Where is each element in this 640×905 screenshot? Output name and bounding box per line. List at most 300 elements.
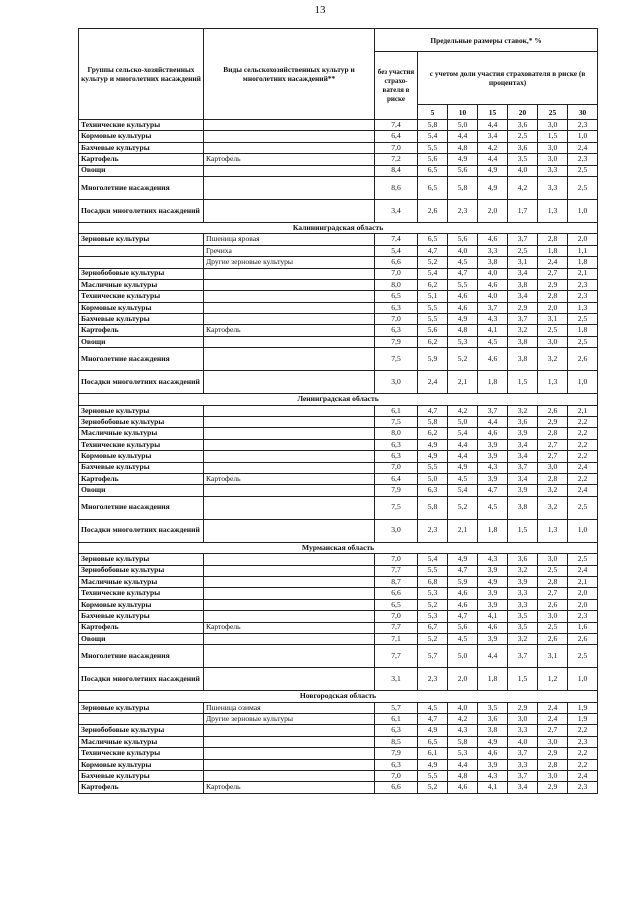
rate-no-participation: 6,5 — [375, 291, 418, 302]
rate-share-5: 4,9 — [418, 759, 448, 770]
crop-kind — [204, 120, 375, 131]
rate-share-10: 2,3 — [448, 199, 478, 222]
rate-share-10: 4,7 — [448, 611, 478, 622]
rate-share-5: 5,1 — [418, 291, 448, 302]
rate-share-20: 1,5 — [508, 371, 538, 394]
crop-group: Зерновые культуры — [79, 405, 204, 416]
rate-share-20: 3,4 — [508, 268, 538, 279]
rate-share-25: 3,0 — [538, 142, 568, 153]
rate-share-25: 2,8 — [538, 576, 568, 587]
rate-share-15: 4,6 — [478, 279, 508, 290]
rate-share-25: 2,7 — [538, 439, 568, 450]
rate-share-10: 5,8 — [448, 736, 478, 747]
table-row — [79, 576, 598, 587]
rate-share-15: 4,5 — [478, 496, 508, 519]
rate-share-30: 2,3 — [568, 736, 598, 747]
crop-group: Бахчевые культуры — [79, 142, 204, 153]
crop-group: Овощи — [79, 165, 204, 176]
rate-share-15: 3,6 — [478, 714, 508, 725]
crop-group: Зернобобовые культуры — [79, 725, 204, 736]
rate-share-20: 3,2 — [508, 633, 538, 644]
table-row — [79, 257, 598, 268]
rate-no-participation: 8,4 — [375, 165, 418, 176]
rate-share-30: 2,3 — [568, 611, 598, 622]
rate-share-15: 4,3 — [478, 554, 508, 565]
rate-share-15: 4,4 — [478, 154, 508, 165]
crop-group: Картофель — [79, 154, 204, 165]
rate-share-5: 6,5 — [418, 736, 448, 747]
rate-no-participation: 6,3 — [375, 451, 418, 462]
crop-kind — [204, 336, 375, 347]
crop-group: Зернобобовые культуры — [79, 268, 204, 279]
rate-share-30: 2,5 — [568, 165, 598, 176]
rate-share-30: 2,6 — [568, 633, 598, 644]
rate-share-5: 4,7 — [418, 714, 448, 725]
rate-share-15: 3,9 — [478, 633, 508, 644]
rate-share-30: 2,2 — [568, 473, 598, 484]
rate-share-30: 1,1 — [568, 245, 598, 256]
rate-share-15: 4,9 — [478, 736, 508, 747]
rate-share-10: 2,1 — [448, 519, 478, 542]
rate-share-15: 4,7 — [478, 485, 508, 496]
crop-kind: Картофель — [204, 782, 375, 793]
rate-share-30: 2,5 — [568, 645, 598, 668]
rate-share-10: 4,6 — [448, 782, 478, 793]
rate-no-participation: 7,0 — [375, 554, 418, 565]
rate-share-30: 2,0 — [568, 588, 598, 599]
rate-share-20: 3,4 — [508, 439, 538, 450]
rate-share-20: 3,8 — [508, 348, 538, 371]
rate-share-30: 2,2 — [568, 725, 598, 736]
rate-share-30: 1,0 — [568, 519, 598, 542]
rate-share-25: 3,0 — [538, 736, 568, 747]
rate-share-15: 3,8 — [478, 725, 508, 736]
rate-share-20: 3,4 — [508, 451, 538, 462]
rate-no-participation: 6,3 — [375, 759, 418, 770]
rate-share-20: 1,7 — [508, 199, 538, 222]
rate-share-20: 3,2 — [508, 565, 538, 576]
crop-group: Посадки многолетних насаждений — [79, 668, 204, 691]
rate-share-5: 4,9 — [418, 725, 448, 736]
rate-share-30: 1,0 — [568, 131, 598, 142]
rate-share-10: 5,3 — [448, 748, 478, 759]
crop-kind — [204, 645, 375, 668]
rate-share-30: 1,9 — [568, 702, 598, 713]
rate-share-30: 2,4 — [568, 462, 598, 473]
table-row — [79, 314, 598, 325]
rate-share-30: 2,4 — [568, 565, 598, 576]
rate-share-30: 2,5 — [568, 176, 598, 199]
rate-share-25: 2,7 — [538, 268, 568, 279]
rate-share-5: 5,2 — [418, 599, 448, 610]
rate-share-5: 5,8 — [418, 417, 448, 428]
rate-share-15: 4,1 — [478, 782, 508, 793]
rate-no-participation: 6,6 — [375, 782, 418, 793]
rate-no-participation: 8,6 — [375, 176, 418, 199]
rate-share-5: 6,5 — [418, 234, 448, 245]
table-row — [79, 736, 598, 747]
rate-share-5: 5,4 — [418, 554, 448, 565]
crop-kind: Картофель — [204, 622, 375, 633]
rate-share-10: 5,0 — [448, 417, 478, 428]
table-row — [79, 554, 598, 565]
rate-share-30: 2,3 — [568, 154, 598, 165]
crop-group: Овощи — [79, 485, 204, 496]
rate-no-participation: 7,9 — [375, 748, 418, 759]
crop-kind — [204, 588, 375, 599]
crop-kind — [204, 736, 375, 747]
table-row — [79, 725, 598, 736]
crop-group: Посадки многолетних насаждений — [79, 371, 204, 394]
rate-share-15: 3,9 — [478, 451, 508, 462]
rate-share-10: 5,4 — [448, 428, 478, 439]
rate-share-10: 4,5 — [448, 473, 478, 484]
rate-share-10: 5,3 — [448, 336, 478, 347]
rate-share-15: 3,7 — [478, 302, 508, 313]
rate-share-30: 1,0 — [568, 371, 598, 394]
rate-share-20: 3,8 — [508, 279, 538, 290]
rate-share-20: 1,5 — [508, 668, 538, 691]
rate-no-participation: 7,0 — [375, 314, 418, 325]
rate-share-10: 4,9 — [448, 554, 478, 565]
rate-share-15: 4,4 — [478, 645, 508, 668]
rate-no-participation: 6,3 — [375, 325, 418, 336]
region-title: Новгородская область — [79, 691, 598, 702]
rate-share-15: 4,6 — [478, 622, 508, 633]
rate-share-10: 4,3 — [448, 725, 478, 736]
table-row — [79, 645, 598, 668]
rate-share-15: 1,8 — [478, 519, 508, 542]
rate-share-5: 4,7 — [418, 405, 448, 416]
rate-share-20: 3,6 — [508, 554, 538, 565]
rate-share-5: 4,9 — [418, 451, 448, 462]
table-row — [79, 588, 598, 599]
rate-share-25: 3,0 — [538, 336, 568, 347]
crop-kind — [204, 462, 375, 473]
crop-kind: Гречиха — [204, 245, 375, 256]
header-groups: Группы сельско-хозяйственных культур и многолетних насаждений — [79, 29, 204, 120]
rate-share-10: 4,7 — [448, 268, 478, 279]
crop-group: Бахчевые культуры — [79, 611, 204, 622]
rate-share-30: 2,3 — [568, 782, 598, 793]
rate-share-30: 2,2 — [568, 417, 598, 428]
rate-share-15: 4,0 — [478, 268, 508, 279]
crop-kind — [204, 417, 375, 428]
rate-share-25: 1,3 — [538, 519, 568, 542]
rate-no-participation: 7,0 — [375, 142, 418, 153]
crop-kind — [204, 771, 375, 782]
rate-share-25: 3,3 — [538, 165, 568, 176]
rate-share-30: 2,1 — [568, 268, 598, 279]
rate-share-5: 5,2 — [418, 257, 448, 268]
rate-share-10: 5,5 — [448, 279, 478, 290]
crop-group: Зернобобовые культуры — [79, 565, 204, 576]
rate-share-5: 5,0 — [418, 473, 448, 484]
rate-share-10: 4,8 — [448, 142, 478, 153]
rate-share-15: 4,3 — [478, 771, 508, 782]
rate-share-30: 1,8 — [568, 325, 598, 336]
rate-no-participation: 6,3 — [375, 302, 418, 313]
rate-share-15: 4,2 — [478, 142, 508, 153]
rate-share-20: 3,4 — [508, 782, 538, 793]
rate-share-5: 5,5 — [418, 142, 448, 153]
rate-share-10: 5,2 — [448, 348, 478, 371]
rate-share-10: 4,4 — [448, 759, 478, 770]
crop-group: Посадки многолетних насаждений — [79, 199, 204, 222]
table-row — [79, 462, 598, 473]
crop-kind — [204, 451, 375, 462]
rate-no-participation: 8,0 — [375, 428, 418, 439]
rate-share-25: 2,8 — [538, 428, 568, 439]
rate-share-30: 2,2 — [568, 451, 598, 462]
table-row — [79, 485, 598, 496]
rate-share-20: 3,6 — [508, 120, 538, 131]
table-row — [79, 348, 598, 371]
rate-share-15: 4,6 — [478, 748, 508, 759]
rate-no-participation: 3,1 — [375, 668, 418, 691]
rate-share-20: 3,9 — [508, 576, 538, 587]
table-row — [79, 439, 598, 450]
table-row — [79, 154, 598, 165]
rate-share-25: 3,0 — [538, 611, 568, 622]
rate-share-15: 4,5 — [478, 336, 508, 347]
table-row — [79, 519, 598, 542]
rate-share-5: 5,5 — [418, 462, 448, 473]
rate-share-30: 1,0 — [568, 199, 598, 222]
rate-no-participation: 6,5 — [375, 599, 418, 610]
rate-share-10: 4,2 — [448, 405, 478, 416]
table-row — [79, 176, 598, 199]
rate-no-participation: 8,5 — [375, 736, 418, 747]
crop-group: Зернобобовые культуры — [79, 417, 204, 428]
crop-group: Бахчевые культуры — [79, 771, 204, 782]
crop-group: Картофель — [79, 622, 204, 633]
rate-share-5: 6,2 — [418, 279, 448, 290]
table-row — [79, 633, 598, 644]
rate-share-30: 2,5 — [568, 496, 598, 519]
rate-share-20: 2,9 — [508, 302, 538, 313]
crop-kind — [204, 268, 375, 279]
rate-share-10: 4,0 — [448, 702, 478, 713]
rate-share-25: 2,8 — [538, 473, 568, 484]
table-row — [79, 611, 598, 622]
rate-share-10: 4,4 — [448, 439, 478, 450]
table-row — [79, 405, 598, 416]
rate-share-5: 6,3 — [418, 485, 448, 496]
table-row — [79, 771, 598, 782]
rate-share-5: 2,4 — [418, 371, 448, 394]
rate-share-30: 1,3 — [568, 302, 598, 313]
rate-share-25: 3,2 — [538, 496, 568, 519]
rate-share-30: 2,1 — [568, 405, 598, 416]
rate-share-15: 4,9 — [478, 165, 508, 176]
table-row — [79, 234, 598, 245]
rate-no-participation: 3,0 — [375, 371, 418, 394]
rate-share-15: 3,3 — [478, 245, 508, 256]
rate-share-15: 4,1 — [478, 325, 508, 336]
crop-kind: Картофель — [204, 154, 375, 165]
rate-no-participation: 6,6 — [375, 588, 418, 599]
rate-share-5: 5,4 — [418, 268, 448, 279]
rate-share-25: 3,2 — [538, 485, 568, 496]
rate-share-25: 2,5 — [538, 565, 568, 576]
rate-share-20: 3,3 — [508, 759, 538, 770]
region-title: Ленинградская область — [79, 394, 598, 405]
rate-no-participation: 3,0 — [375, 519, 418, 542]
rate-no-participation: 7,2 — [375, 154, 418, 165]
table-row — [79, 245, 598, 256]
rate-share-10: 5,6 — [448, 622, 478, 633]
table-row — [79, 199, 598, 222]
rate-no-participation: 6,3 — [375, 725, 418, 736]
rate-share-30: 1,9 — [568, 714, 598, 725]
table-row — [79, 473, 598, 484]
rate-share-10: 4,8 — [448, 325, 478, 336]
region-row — [79, 394, 598, 405]
rate-share-30: 2,4 — [568, 142, 598, 153]
rate-share-30: 2,3 — [568, 120, 598, 131]
rate-share-5: 5,5 — [418, 314, 448, 325]
rate-share-20: 3,5 — [508, 154, 538, 165]
rate-share-25: 2,5 — [538, 325, 568, 336]
table-row — [79, 279, 598, 290]
rate-share-20: 3,5 — [508, 622, 538, 633]
crop-group: Кормовые культуры — [79, 599, 204, 610]
crop-group: Многолетние насаждения — [79, 496, 204, 519]
rate-share-5: 4,7 — [418, 245, 448, 256]
header-limits: Предельные размеры ставок,* % — [375, 29, 598, 52]
table-row — [79, 714, 598, 725]
crop-group — [79, 257, 204, 268]
rate-share-15: 4,3 — [478, 314, 508, 325]
crop-kind — [204, 131, 375, 142]
rate-share-20: 3,7 — [508, 462, 538, 473]
table-row — [79, 451, 598, 462]
rate-share-10: 4,0 — [448, 245, 478, 256]
table-row — [79, 496, 598, 519]
rate-share-30: 2,2 — [568, 439, 598, 450]
rate-no-participation: 7,7 — [375, 622, 418, 633]
rate-share-20: 3,6 — [508, 417, 538, 428]
rate-share-5: 5,5 — [418, 565, 448, 576]
crop-kind — [204, 314, 375, 325]
rate-share-10: 4,4 — [448, 131, 478, 142]
rate-share-20: 3,7 — [508, 314, 538, 325]
rate-share-30: 2,4 — [568, 485, 598, 496]
rate-share-10: 4,6 — [448, 302, 478, 313]
rate-share-15: 4,6 — [478, 428, 508, 439]
rate-share-20: 3,4 — [508, 291, 538, 302]
region-row — [79, 542, 598, 553]
rate-share-5: 5,3 — [418, 588, 448, 599]
header-share-10: 10 — [448, 105, 478, 120]
rate-share-20: 3,7 — [508, 771, 538, 782]
table-row — [79, 428, 598, 439]
rate-share-25: 2,4 — [538, 702, 568, 713]
rate-share-25: 1,2 — [538, 668, 568, 691]
rate-share-15: 4,4 — [478, 120, 508, 131]
rate-no-participation: 7,1 — [375, 633, 418, 644]
table-body — [79, 120, 598, 794]
rate-share-20: 4,2 — [508, 176, 538, 199]
rate-no-participation: 7,4 — [375, 234, 418, 245]
rate-share-25: 2,5 — [538, 622, 568, 633]
rate-share-30: 2,0 — [568, 599, 598, 610]
crop-group: Бахчевые культуры — [79, 462, 204, 473]
rate-no-participation: 6,6 — [375, 257, 418, 268]
rate-no-participation: 7,7 — [375, 565, 418, 576]
rate-share-5: 5,2 — [418, 782, 448, 793]
rate-share-25: 2,7 — [538, 725, 568, 736]
rate-share-10: 2,0 — [448, 668, 478, 691]
rate-share-5: 5,8 — [418, 120, 448, 131]
rate-share-15: 3,8 — [478, 257, 508, 268]
region-row — [79, 691, 598, 702]
crop-group: Зерновые культуры — [79, 554, 204, 565]
rate-share-5: 5,7 — [418, 645, 448, 668]
rate-share-15: 4,6 — [478, 348, 508, 371]
rate-share-20: 4,0 — [508, 736, 538, 747]
rate-share-20: 3,8 — [508, 336, 538, 347]
rate-share-30: 1,6 — [568, 622, 598, 633]
rate-share-10: 5,0 — [448, 645, 478, 668]
rate-share-30: 1,0 — [568, 668, 598, 691]
rate-share-10: 5,0 — [448, 120, 478, 131]
rate-no-participation: 7,5 — [375, 348, 418, 371]
rate-share-5: 5,2 — [418, 633, 448, 644]
rate-share-5: 5,8 — [418, 496, 448, 519]
rate-share-20: 3,2 — [508, 325, 538, 336]
rate-share-15: 3,7 — [478, 405, 508, 416]
rate-share-30: 2,3 — [568, 291, 598, 302]
table-row — [79, 291, 598, 302]
rate-share-25: 2,4 — [538, 257, 568, 268]
rate-share-25: 2,6 — [538, 633, 568, 644]
rate-share-25: 2,7 — [538, 451, 568, 462]
crop-kind — [204, 611, 375, 622]
rate-share-25: 2,9 — [538, 279, 568, 290]
header-share-20: 20 — [508, 105, 538, 120]
crop-group: Масличные культуры — [79, 279, 204, 290]
rate-share-25: 1,3 — [538, 371, 568, 394]
rate-no-participation: 7,5 — [375, 496, 418, 519]
rate-share-10: 4,9 — [448, 314, 478, 325]
table-row — [79, 782, 598, 793]
rate-share-10: 4,4 — [448, 451, 478, 462]
rate-share-25: 2,6 — [538, 599, 568, 610]
rate-no-participation: 7,0 — [375, 268, 418, 279]
rate-share-10: 4,9 — [448, 154, 478, 165]
crop-kind — [204, 176, 375, 199]
rate-share-10: 4,8 — [448, 771, 478, 782]
table-row — [79, 336, 598, 347]
rate-share-25: 3,0 — [538, 120, 568, 131]
rate-no-participation: 5,7 — [375, 702, 418, 713]
table-row — [79, 668, 598, 691]
rate-share-5: 4,5 — [418, 702, 448, 713]
rate-share-5: 6,2 — [418, 428, 448, 439]
rate-share-20: 2,5 — [508, 131, 538, 142]
rate-no-participation: 8,7 — [375, 576, 418, 587]
rate-share-25: 2,6 — [538, 405, 568, 416]
rate-share-25: 3,1 — [538, 645, 568, 668]
rate-share-25: 3,0 — [538, 462, 568, 473]
rate-share-5: 5,5 — [418, 302, 448, 313]
rate-no-participation: 7,0 — [375, 462, 418, 473]
rate-share-5: 5,3 — [418, 611, 448, 622]
rate-share-15: 3,9 — [478, 759, 508, 770]
rate-share-20: 1,5 — [508, 519, 538, 542]
